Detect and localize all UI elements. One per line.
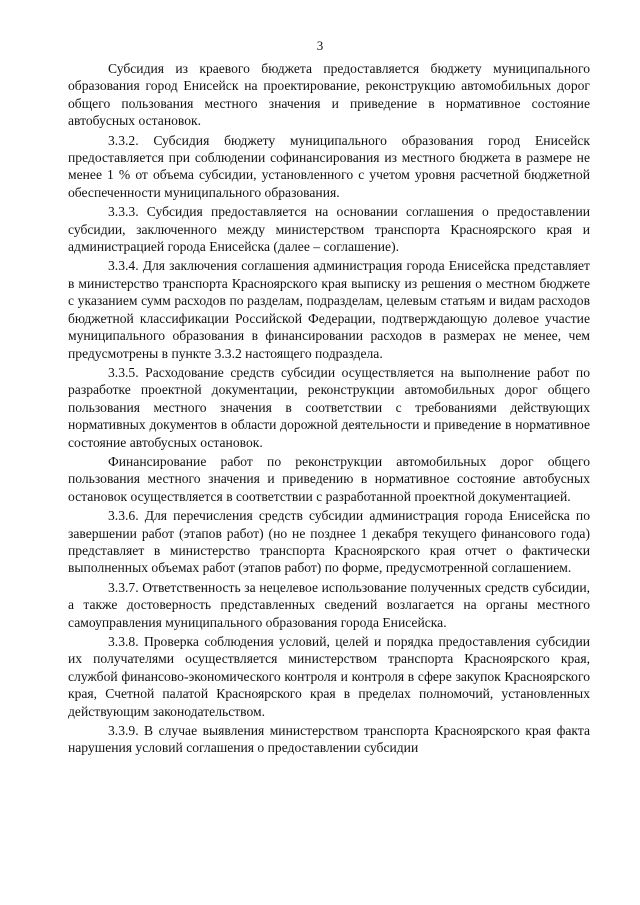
paragraph-intro: Субсидия из краевого бюджета предоставляется бюджету муниципального образования город Енисейск на проектирование, реконструкцию автомобильных дорог общего пользования местного значения и приведение в нормативное состояние автобусных остановок. [68, 61, 590, 129]
paragraph-3-3-5: 3.3.5. Расходование средств субсидии осуществляется на выполнение работ по разработке проектной документации, реконструкции автомобильных дорог общего пользования местного значения в соответствии с требованиями действующих нормативных документов в области дорожной деятельности и приведение в нормативное состояние автобусных остановок. [68, 364, 590, 450]
paragraph-financing: Финансирование работ по реконструкции автомобильных дорог общего пользования местного значения и приведению в нормативное состояние автобусных остановок осуществляется в соответствии с разработанной проектной документацией. [68, 453, 590, 504]
paragraph-3-3-3: 3.3.3. Субсидия предоставляется на основании соглашения о предоставлении субсидии, заключенного между министерством транспорта Красноярского края и администрацией города Енисейска (далее – соглашение). [68, 204, 590, 255]
paragraph-3-3-2: 3.3.2. Субсидия бюджету муниципального образования город Енисейск предоставляется при соблюдении софинансирования из местного бюджета в размере не менее 1 % от объема субсидии, установленного с учетом уровня расчетной бюджетной обеспеченности муниципального образования. [68, 132, 590, 200]
document-body [68, 60, 590, 759]
paragraph-3-3-8: 3.3.8. Проверка соблюдения условий, целей и порядка предоставления субсидии их получателями осуществляется министерством транспорта Красноярского края, службой финансово-экономического контроля и контроля в сфере закупок Красноярского края, Счетной палатой Красноярского края в пределах полномочий, установленных действующим законодательством. [68, 634, 590, 719]
paragraph-3-3-7: 3.3.7. Ответственность за нецелевое использование полученных средств субсидии, а также достоверность представленных сведений возлагается на органы местного самоуправления муниципального образования города Енисейска. [68, 579, 590, 630]
paragraph-3-3-4: 3.3.4. Для заключения соглашения администрация города Енисейска представляет в министерство транспорта Красноярского края выписку из решения о местном бюджете с указанием сумм расходов по разделам, подразделам, целевым статьям и видам расходов бюджетной классификации Российской Федерации, подтверждающую долевое участие муниципального образования в финансировании расходов в размерах не менее, чем предусмотрены в пункте 3.3.2 настоящего подраздела. [68, 258, 590, 361]
paragraph-3-3-6: 3.3.6. Для перечисления средств субсидии администрация города Енисейска по завершении работ (этапов работ) (но не позднее 1 декабря текущего финансового года) представляет в министерство транспорта Красноярского края отчет о фактически выполненных объемах работ (этапов работ) по форме, предусмотренной соглашением. [68, 508, 590, 576]
paragraph-3-3-9: 3.3.9. В случае выявления министерством транспорта Красноярского края факта нарушения условий соглашения о предоставлении субсидии [68, 723, 590, 756]
page-number: 3 [316, 38, 324, 53]
